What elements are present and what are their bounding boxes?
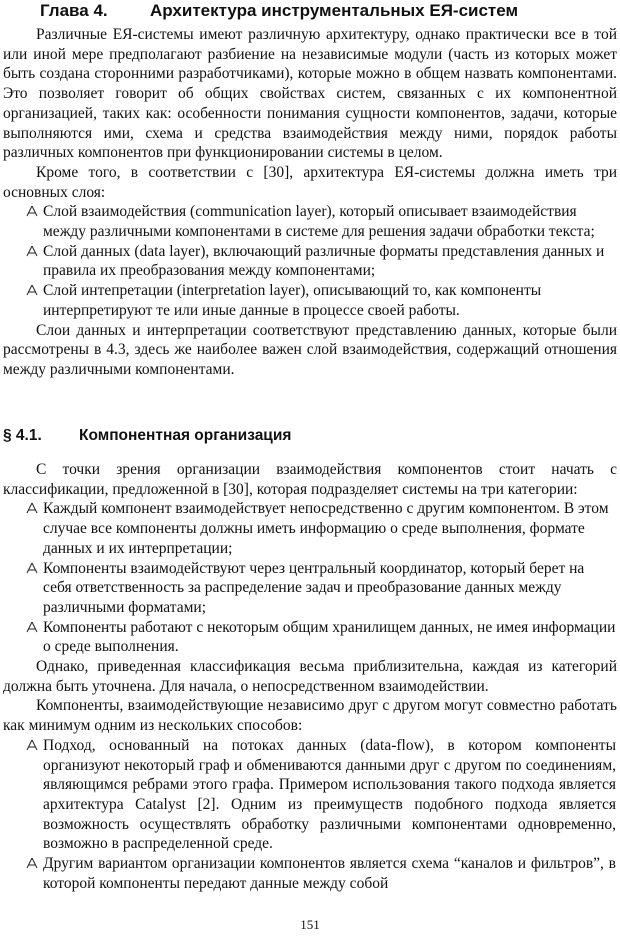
triangle-bullet-icon (26, 739, 38, 751)
list-item (0, 202, 616, 241)
section-title: Компонентная организация (79, 427, 292, 444)
list-item (0, 281, 616, 320)
triangle-bullet-icon (26, 562, 38, 574)
chapter-heading (22, 0, 612, 22)
list-item (0, 736, 616, 854)
list-item-text: Слой взаимодействия (communication layer), который описывает взаимодействия между различными компонентами в системе для решения задачи обработки текста; (43, 203, 595, 241)
paragraph: Компоненты, взаимодействующие независимо друг с другом могут совместно работать как минимум одним из нескольких способов: (3, 697, 617, 735)
section-number: § 4.1. (3, 427, 42, 444)
list-item-text: Каждый компонент взаимодействует непосредственно с другим компонентом. В этом случае все компоненты должны иметь информацию о среде выполнения, формате данных и их интерпретации; (43, 500, 609, 557)
list-item (0, 854, 616, 893)
paragraph: Различные ЕЯ-системы имеют различную архитектуру, однако практически все в той или иной мере предполагают разбиение на независимые модули (часть из которых может быть создана сторонними разработчиками), которые можно в общем назвать компонентами. Это позволяет говорит об общих свойствах систем, связанных с их компонентной организацией, таких как: особенности понимания сущности компонентов, задачи, которые выполняются ими, схема и средства взаимодействия между ними, порядок работы различных компонентов при функционировании системы в целом. (3, 26, 617, 162)
section-block (0, 460, 620, 893)
triangle-bullet-icon (26, 284, 38, 296)
list-item-text: Компоненты работают с некоторым общим хранилищем данных, не имея информации о среде выполнения. (43, 618, 616, 656)
triangle-bullet-icon (26, 621, 38, 633)
list-item-text: Слой интепретации (interpretation layer), описывающий то, как компоненты интерпретируют те или иные данные в процессе своей работы. (43, 282, 542, 319)
list-item (0, 559, 616, 618)
list-item-text: Компоненты взаимодействуют через центральный координатор, который берет на себя ответственность за распределение задач и преобразование данных между различными форматами; (43, 559, 585, 616)
list-item (0, 242, 616, 281)
list-item (0, 499, 616, 558)
intro-block (0, 25, 620, 380)
triangle-bullet-icon (26, 502, 38, 514)
page-number: 151 (300, 917, 320, 932)
chapter-number: Глава 4. (40, 1, 108, 20)
triangle-bullet-icon (26, 857, 38, 869)
paragraph: Слои данных и интерпретации соответствуют представлению данных, которые были рассмотрены в 4.3, здесь же наиболее важен слой взаимодействия, содержащий отношения между различными компонентами. (3, 321, 617, 378)
paragraph: Кроме того, в соответствии с [30], архитектура ЕЯ-системы должна иметь три основных слоя: (3, 163, 617, 201)
list-item (0, 618, 616, 657)
list-item-text: Подход, основанный на потоках данных (data-flow), в котором компоненты организуют некоторый граф и обмениваются данными друг с другом по соединениям, являющимся ребрами этого графа. Примером использования такого подхода является архитектура Catalyst [2]. Одним из преимуществ подобного подхода является возможность осуществлять обработку различными компонентами одновременно, возможно в распределенной среде. (43, 736, 616, 853)
list-item-text: Другим вариантом организации компонентов является схема “каналов и фильтров”, в которой компоненты передают данные между собой (43, 855, 616, 892)
triangle-bullet-icon (26, 205, 38, 217)
triangle-bullet-icon (26, 245, 38, 257)
paragraph: Однако, приведенная классификация весьма приблизительна, каждая из категорий должна быть уточнена. Для начала, о непосредственном взаимодействии. (3, 658, 617, 695)
list-item-text: Слой данных (data layer), включающий различные форматы представления данных и правила их преобразования между компонентами; (43, 242, 605, 280)
section-heading (3, 426, 603, 446)
paragraph: С точки зрения организации взаимодействия компонентов стоит начать с классификации, предложенной в [30], которая подразделяет системы на три категории: (3, 461, 617, 498)
chapter-title: Архитектура инструментальных ЕЯ-систем (150, 1, 519, 20)
